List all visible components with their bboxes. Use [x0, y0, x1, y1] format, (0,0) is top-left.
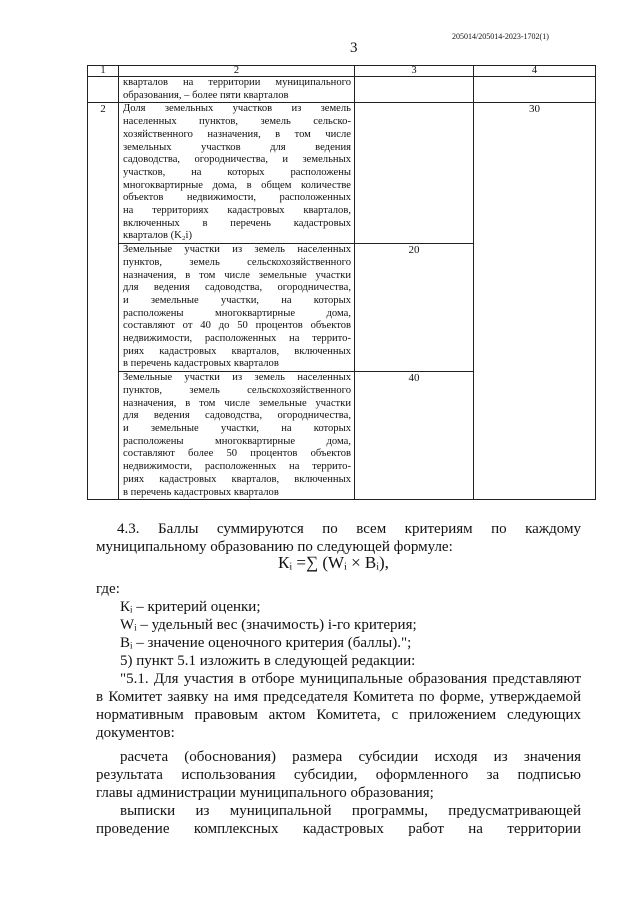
formula: Кᵢ =∑ (Wᵢ × Bᵢ), [278, 553, 389, 572]
criterion-score: 40 [355, 372, 474, 500]
extract-item-cont: проведение комплексных кадастровых работ на территории [96, 821, 581, 837]
calculation-item: расчета (обоснования) размера субсидии исходя из значения [120, 749, 581, 765]
table-row [88, 103, 596, 244]
criterion-option-text: Земельные участки из земель населенных пунктов, земель сельскохозяйственного назначения, в том числе земельные участки для ведения садоводства, огородничества, и земельные участки, на которых расположены многоквартирные дома, составляют от 40 до 50 процентов объектов недвижимости, расположенных на террито- риях кадастровых кварталов, включенных в перечень кадастровых кварталов [123, 244, 351, 370]
definition-k: Кᵢ – критерий оценки; [120, 599, 261, 615]
paragraph-4-3-cont: муниципальному образованию по следующей формуле: [96, 539, 453, 555]
document-id: 205014/205014-2023-1702(1) [452, 32, 549, 41]
page-number: 3 [350, 40, 358, 56]
paragraph-5-1-cont: документов: [96, 725, 175, 741]
table-row [88, 77, 596, 103]
column-header: 2 [119, 66, 355, 77]
column-header: 1 [88, 66, 119, 77]
definition-b: Bᵢ – значение оценочного критерия (баллы)."; [120, 635, 412, 651]
calculation-item-cont: главы администрации муниципального образования; [96, 785, 434, 801]
column-header: 3 [355, 66, 474, 77]
criterion-score: 20 [355, 244, 474, 372]
criterion-text-continued: кварталов на территории муниципального образования, – более пяти кварталов [123, 77, 351, 101]
where-label: где: [96, 581, 120, 597]
calculation-item-cont: результата использования субсидии, оформленного за подписью [96, 767, 581, 783]
paragraph-5-1-cont: нормативным правовым актом Комитета, с приложением следующих [96, 707, 581, 723]
item-5: 5) пункт 5.1 изложить в следующей редакции: [120, 653, 416, 669]
table-header-row [88, 66, 596, 77]
definition-w: Wᵢ – удельный вес (значимость) i-го критерия; [120, 617, 417, 633]
paragraph-4-3: 4.3. Баллы суммируются по всем критериям по каждому [117, 521, 581, 537]
criteria-table [87, 65, 596, 500]
paragraph-5-1: "5.1. Для участия в отборе муниципальные образования представляют [120, 671, 581, 687]
column-header: 4 [474, 66, 596, 77]
criterion-weight: 30 [474, 103, 596, 500]
criterion-text: Доля земельных участков из земель населенных пунктов, земель сельско- хозяйственного назначения, в том числе земельных участков для ведения садоводства, огородничества, и земельных участков, на которых расположены многоквартирные дома, в общем количестве объектов недвижимости, расположенных на территориях кадастровых кварталов, включенных в перечень кадастровых кварталов (K₂i) [123, 103, 351, 242]
criterion-option-text: Земельные участки из земель населенных пунктов, земель сельскохозяйственного назначения, в том числе земельные участки для ведения садоводства, огородничества, и земельные участки, на которых расположены многоквартирные дома, составляют более 50 процентов объектов недвижимости, расположенных на террито- риях кадастровых кварталов, включенных в перечень кадастровых кварталов [123, 372, 351, 498]
extract-item: выписки из муниципальной программы, предусматривающей [120, 803, 581, 819]
row-number: 2 [88, 103, 119, 500]
paragraph-5-1-cont: в Комитет заявку на имя председателя Комитета по форме, утверждаемой [96, 689, 581, 705]
